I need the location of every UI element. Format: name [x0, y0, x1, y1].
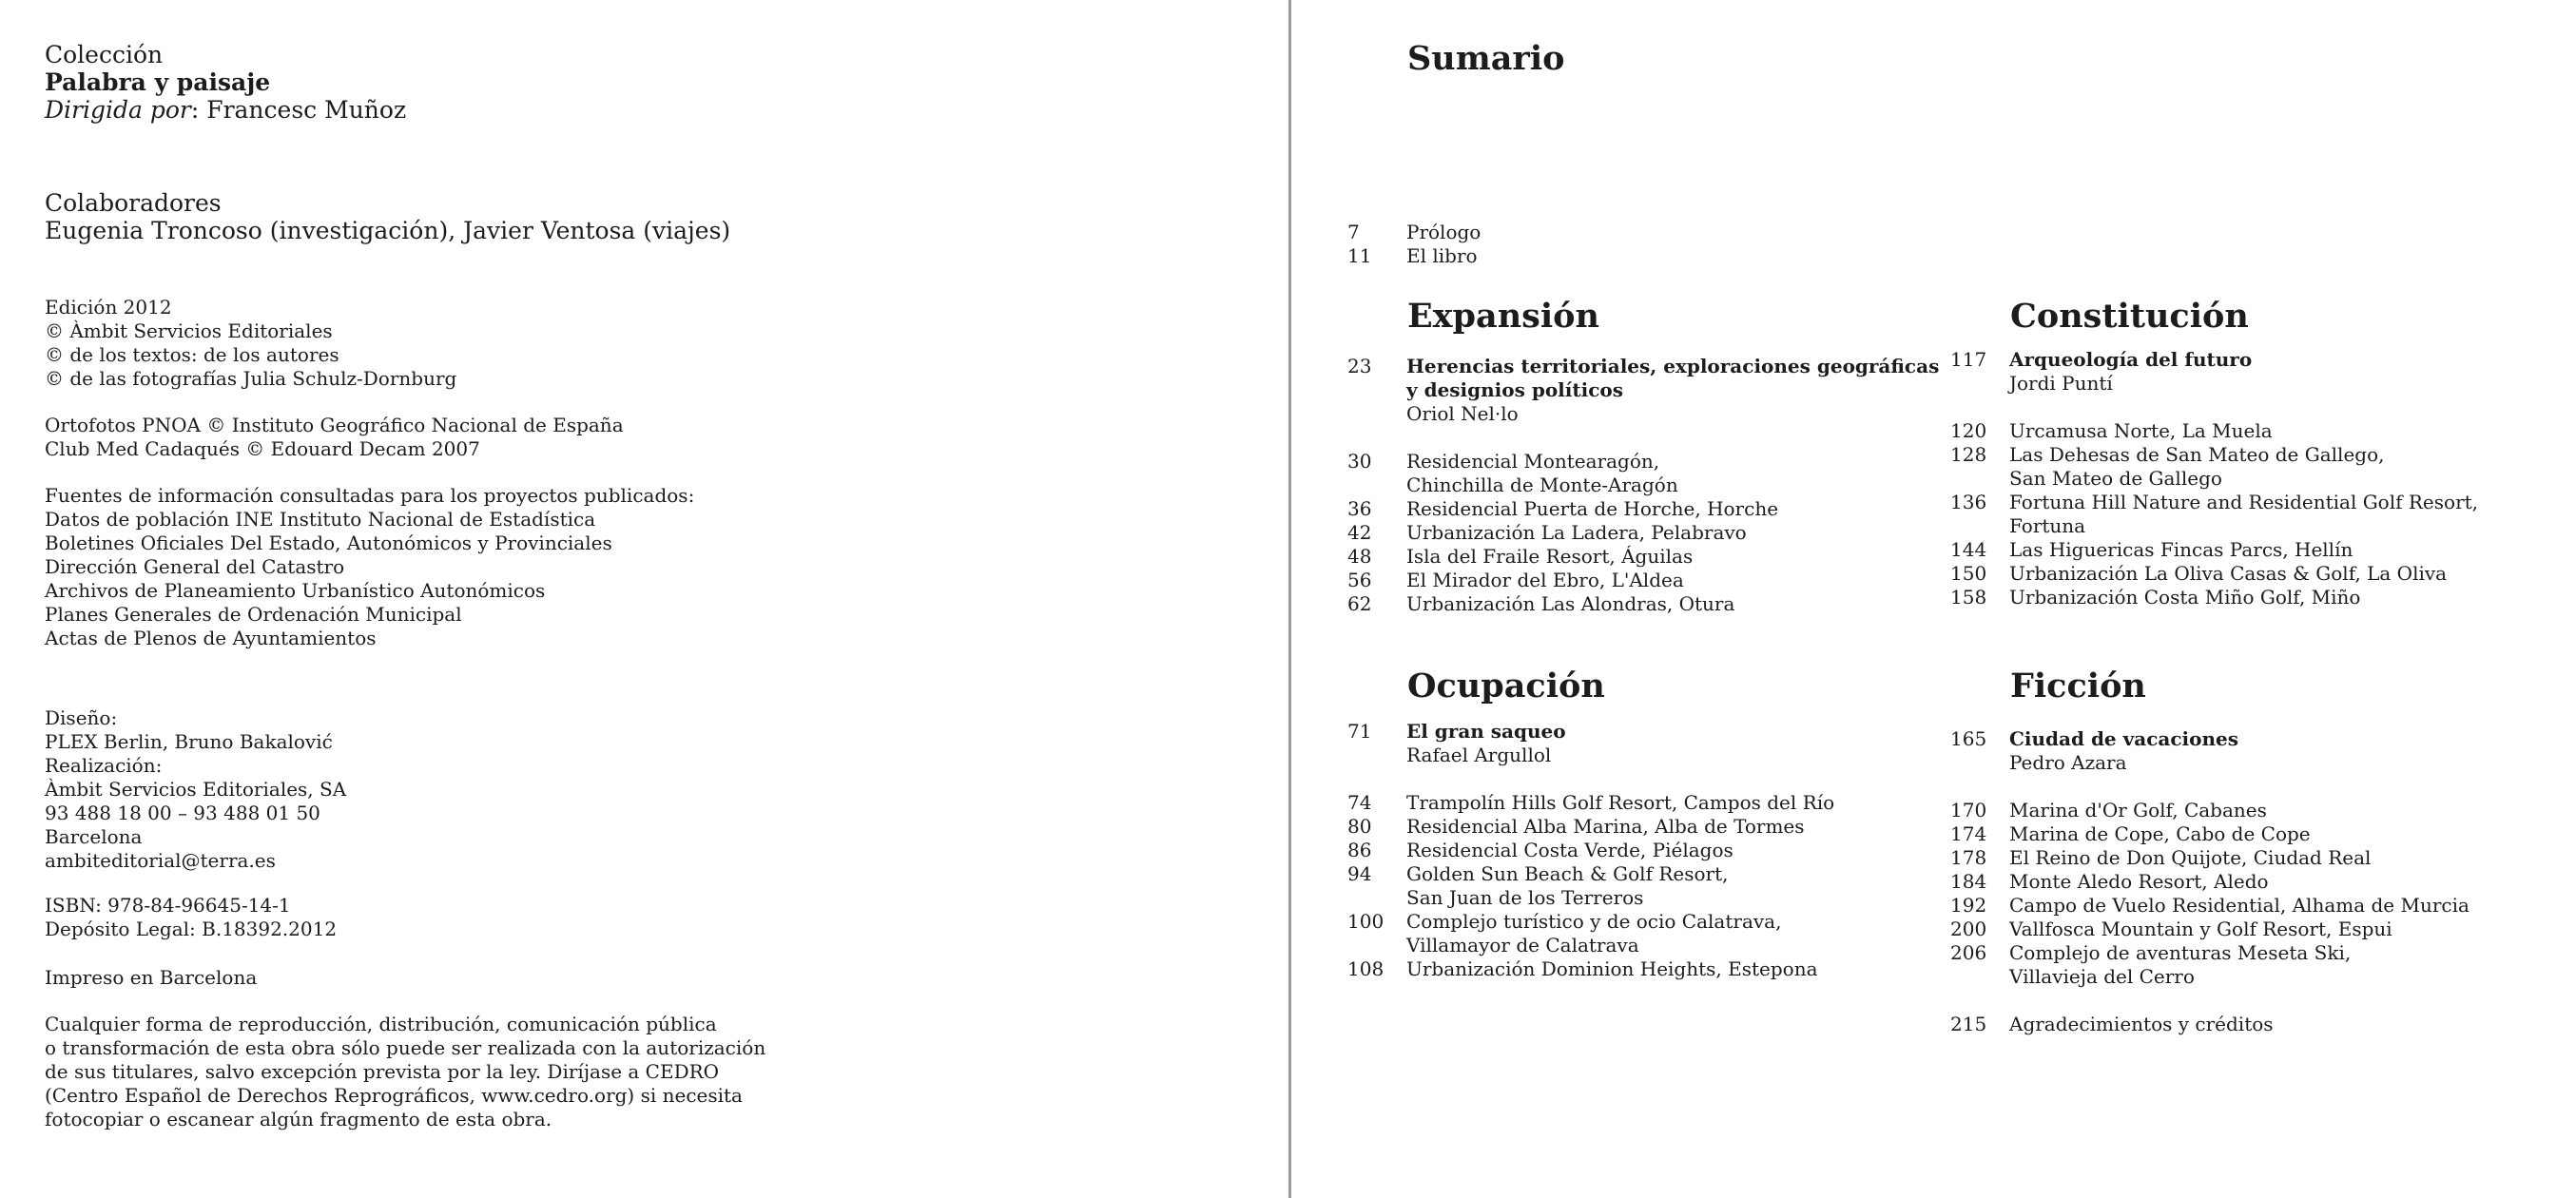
isbn-line: ISBN: 978-84-96645-14-1	[45, 894, 291, 917]
entry-title: El Reino de Don Quijote, Ciudad Real	[2009, 846, 2372, 869]
toc-entry[interactable]	[1347, 791, 1834, 815]
isbn-block	[45, 894, 337, 941]
page-number: 7	[1347, 221, 1360, 243]
design-email: ambiteditorial@terra.es	[45, 849, 276, 872]
toc-entry[interactable]	[1950, 870, 2469, 894]
copyright-notice	[45, 1013, 765, 1131]
toc-lead-entry[interactable]	[1950, 348, 2478, 372]
edition-block	[45, 296, 456, 391]
entry-title: Urbanización Las Alondras, Otura	[1406, 592, 1735, 615]
toc-entry[interactable]	[1347, 244, 1481, 268]
essay-title: El gran saqueo	[1406, 720, 1566, 743]
design-line: PLEX Berlin, Bruno Bakalović	[45, 730, 333, 753]
legal-deposit-line: Depósito Legal: B.18392.2012	[45, 918, 338, 940]
toc-entry[interactable]	[1950, 918, 2469, 941]
toc-entry[interactable]	[1347, 957, 1834, 981]
edition-line: © de las fotografías Julia Schulz-Dornburg	[45, 367, 457, 390]
page-number: 184	[1950, 870, 1987, 893]
essay-author: Pedro Azara	[2009, 751, 2127, 774]
page-number: 215	[1950, 1013, 1987, 1035]
toc-entry[interactable]	[1950, 443, 2478, 491]
page-number: 120	[1950, 419, 1987, 442]
toc-entry[interactable]	[1347, 450, 1939, 497]
collaborators-block	[45, 189, 730, 244]
toc-entry[interactable]	[1950, 419, 2478, 443]
design-line: Barcelona	[45, 825, 143, 848]
toc-entry[interactable]	[1950, 941, 2469, 989]
page-number: 74	[1347, 791, 1372, 814]
entry-title: Complejo turístico y de ocio Calatrava, Villamayor de Calatrava	[1406, 910, 1782, 956]
design-line: Àmbit Servicios Editoriales, SA	[45, 778, 347, 801]
design-block	[45, 706, 346, 873]
sources-line: Fuentes de información consultadas para los proyectos publicados:	[45, 484, 695, 507]
toc-section-ocupacion	[1347, 720, 1834, 981]
section-heading-constitucion: Constitución	[2010, 297, 2249, 336]
page-number: 80	[1347, 815, 1372, 838]
notice-line: Cualquier forma de reproducción, distribución, comunicación pública	[45, 1013, 717, 1035]
sources-line: Actas de Plenos de Ayuntamientos	[45, 627, 377, 649]
essay-author-row	[1950, 751, 2469, 775]
entry-title: Agradecimientos y créditos	[2009, 1013, 2274, 1035]
page-number: 23	[1347, 355, 1372, 377]
toc-section-expansion	[1347, 355, 1939, 616]
page-number: 144	[1950, 538, 1987, 561]
section-heading-expansion: Expansión	[1407, 297, 1599, 336]
notice-line: de sus titulares, salvo excepción prevista por la ley. Diríjase a CEDRO	[45, 1060, 720, 1083]
toc-entry[interactable]	[1347, 592, 1939, 616]
page-number: 178	[1950, 846, 1987, 869]
edition-line: © de los textos: de los autores	[45, 343, 339, 366]
sources-block	[45, 484, 694, 650]
essay-author: Jordi Puntí	[2009, 372, 2113, 395]
entry-title: Isla del Fraile Resort, Águilas	[1406, 545, 1694, 568]
orthophotos-line: Club Med Cadaqués © Edouard Decam 2007	[45, 437, 480, 460]
entry-title: Urbanización La Oliva Casas & Golf, La Oliva	[2009, 562, 2448, 585]
entry-title: Fortuna Hill Nature and Residential Golf Resort, Fortuna	[2009, 491, 2479, 537]
sources-line: Boletines Oficiales Del Estado, Autonómicos y Provinciales	[45, 531, 612, 554]
entry-title: Residencial Alba Marina, Alba de Tormes	[1406, 815, 1805, 838]
entry-title: Urbanización La Ladera, Pelabravo	[1406, 521, 1747, 544]
toc-lead-entry[interactable]	[1347, 720, 1834, 744]
toc-lead-entry[interactable]	[1950, 727, 2469, 751]
page-number: 136	[1950, 491, 1987, 513]
toc-section-constitucion	[1950, 348, 2478, 609]
entry-title: Urbanización Costa Miño Golf, Miño	[2009, 586, 2361, 609]
toc-entry[interactable]	[1950, 538, 2478, 562]
design-line: Diseño:	[45, 706, 118, 729]
edition-line: Edición 2012	[45, 296, 172, 319]
entry-title: Vallfosca Mountain y Golf Resort, Espui	[2009, 918, 2392, 940]
page-number: 165	[1950, 727, 1987, 750]
section-heading-ocupacion: Ocupación	[1407, 667, 1605, 705]
toc-entry[interactable]	[1950, 894, 2469, 918]
collection-block	[45, 41, 406, 124]
entry-title: Marina d'Or Golf, Cabanes	[2009, 799, 2267, 821]
sources-line: Archivos de Planeamiento Urbanístico Autonómicos	[45, 579, 546, 602]
edition-line: © Àmbit Servicios Editoriales	[45, 319, 333, 342]
entry-title: Las Higuericas Fincas Parcs, Hellín	[2009, 538, 2353, 561]
entry-title: Prólogo	[1406, 221, 1482, 243]
toc-entry[interactable]	[1347, 569, 1939, 592]
page-number: 36	[1347, 497, 1372, 520]
entry-title: Complejo de aventuras Meseta Ski, Villavieja del Cerro	[2009, 941, 2352, 988]
printed-in-text: Impreso en Barcelona	[45, 966, 258, 989]
page-number: 48	[1347, 545, 1372, 568]
toc-entry[interactable]	[1347, 497, 1939, 521]
toc-section-ficcion	[1950, 727, 2469, 1036]
entry-title: Urbanización Dominion Heights, Estepona	[1406, 957, 1818, 980]
essay-author: Oriol Nel·lo	[1406, 402, 1519, 425]
entry-title: Residencial Montearagón, Chinchilla de Monte-Aragón	[1406, 450, 1678, 496]
toc-entry[interactable]	[1347, 221, 1481, 244]
orthophotos-block	[45, 414, 624, 461]
toc-entry[interactable]	[1347, 862, 1834, 910]
collaborators-names: Eugenia Troncoso (investigación), Javier Ventosa (viajes)	[45, 217, 731, 244]
entry-title: Monte Aledo Resort, Aledo	[2009, 870, 2269, 893]
essay-title: Arqueología del futuro	[2009, 348, 2253, 371]
entry-title: El Mirador del Ebro, L'Aldea	[1406, 569, 1684, 591]
sources-line: Datos de población INE Instituto Nacional de Estadística	[45, 508, 596, 531]
entry-title: Golden Sun Beach & Golf Resort, San Juan de los Terreros	[1406, 862, 1729, 909]
essay-title: Ciudad de vacaciones	[2009, 727, 2238, 750]
page-number: 150	[1950, 562, 1987, 585]
collaborators-label: Colaboradores	[45, 189, 222, 217]
page-number: 62	[1347, 592, 1372, 615]
page-number: 94	[1347, 862, 1372, 885]
toc-intro	[1347, 221, 1481, 268]
directed-by	[45, 96, 406, 124]
collection-name: Palabra y paisaje	[45, 68, 271, 96]
essay-author-row	[1950, 372, 2478, 396]
toc-entry[interactable]	[1950, 586, 2478, 609]
page-number: 42	[1347, 521, 1372, 544]
page-number: 56	[1347, 569, 1372, 591]
page-number: 100	[1347, 910, 1385, 933]
notice-line: o transformación de esta obra sólo puede ser realizada con la autorización	[45, 1036, 766, 1059]
contents-title: Sumario	[1407, 39, 1565, 78]
entry-title: Urcamusa Norte, La Muela	[2009, 419, 2273, 442]
toc-entry[interactable]	[1347, 815, 1834, 839]
toc-entry[interactable]	[1347, 545, 1939, 569]
toc-entry[interactable]	[1950, 822, 2469, 846]
page-number: 117	[1950, 348, 1987, 371]
toc-entry[interactable]	[1950, 846, 2469, 870]
page-number: 206	[1950, 941, 1987, 964]
toc-entry[interactable]	[1347, 521, 1939, 545]
toc-entry[interactable]	[1950, 799, 2469, 822]
entry-title: Campo de Vuelo Residential, Alhama de Murcia	[2009, 894, 2469, 917]
page-number: 128	[1950, 443, 1987, 466]
page-gutter-divider	[1288, 0, 1291, 1198]
sources-line: Dirección General del Catastro	[45, 555, 345, 578]
design-line: Realización:	[45, 754, 163, 777]
entry-title: Residencial Costa Verde, Piélagos	[1406, 839, 1733, 861]
directed-by-label: Dirigida por	[45, 96, 191, 124]
page-number: 108	[1347, 957, 1385, 980]
toc-entry[interactable]	[1347, 839, 1834, 862]
orthophotos-line: Ortofotos PNOA © Instituto Geográfico Nacional de España	[45, 414, 624, 436]
toc-entry[interactable]	[1347, 910, 1834, 957]
page-number: 11	[1347, 244, 1372, 267]
essay-title: Herencias territoriales, exploraciones geográficas y designios políticos	[1406, 355, 1940, 401]
collection-label: Colección	[45, 41, 164, 68]
section-heading-ficcion: Ficción	[2010, 667, 2146, 705]
page-number: 192	[1950, 894, 1987, 917]
entry-title: Trampolín Hills Golf Resort, Campos del Río	[1406, 791, 1835, 814]
toc-entry-credits[interactable]	[1950, 1013, 2469, 1036]
design-line: 93 488 18 00 – 93 488 01 50	[45, 802, 320, 824]
toc-entry[interactable]	[1950, 491, 2478, 538]
toc-entry[interactable]	[1950, 562, 2478, 586]
page-number: 200	[1950, 918, 1987, 940]
page-number: 86	[1347, 839, 1372, 861]
entry-title: Marina de Cope, Cabo de Cope	[2009, 822, 2311, 845]
essay-author-row	[1347, 744, 1834, 767]
sources-line: Planes Generales de Ordenación Municipal	[45, 603, 462, 626]
entry-title: El libro	[1406, 244, 1478, 267]
page-number: 71	[1347, 720, 1372, 743]
page-number: 170	[1950, 799, 1987, 821]
page-number: 158	[1950, 586, 1987, 609]
essay-author-row	[1347, 402, 1939, 426]
page-number: 174	[1950, 822, 1987, 845]
essay-author: Rafael Argullol	[1406, 744, 1552, 766]
page-number: 30	[1347, 450, 1372, 473]
entry-title: Las Dehesas de San Mateo de Gallego, San Mateo de Gallego	[2009, 443, 2385, 490]
directed-by-name: : Francesc Muñoz	[190, 96, 407, 124]
notice-line: fotocopiar o escanear algún fragmento de esta obra.	[45, 1108, 552, 1130]
toc-lead-entry[interactable]	[1347, 355, 1939, 402]
notice-line: (Centro Español de Derechos Reprográficos, www.cedro.org) si necesita	[45, 1084, 743, 1107]
entry-title: Residencial Puerta de Horche, Horche	[1406, 497, 1779, 520]
printed-in	[45, 966, 257, 990]
